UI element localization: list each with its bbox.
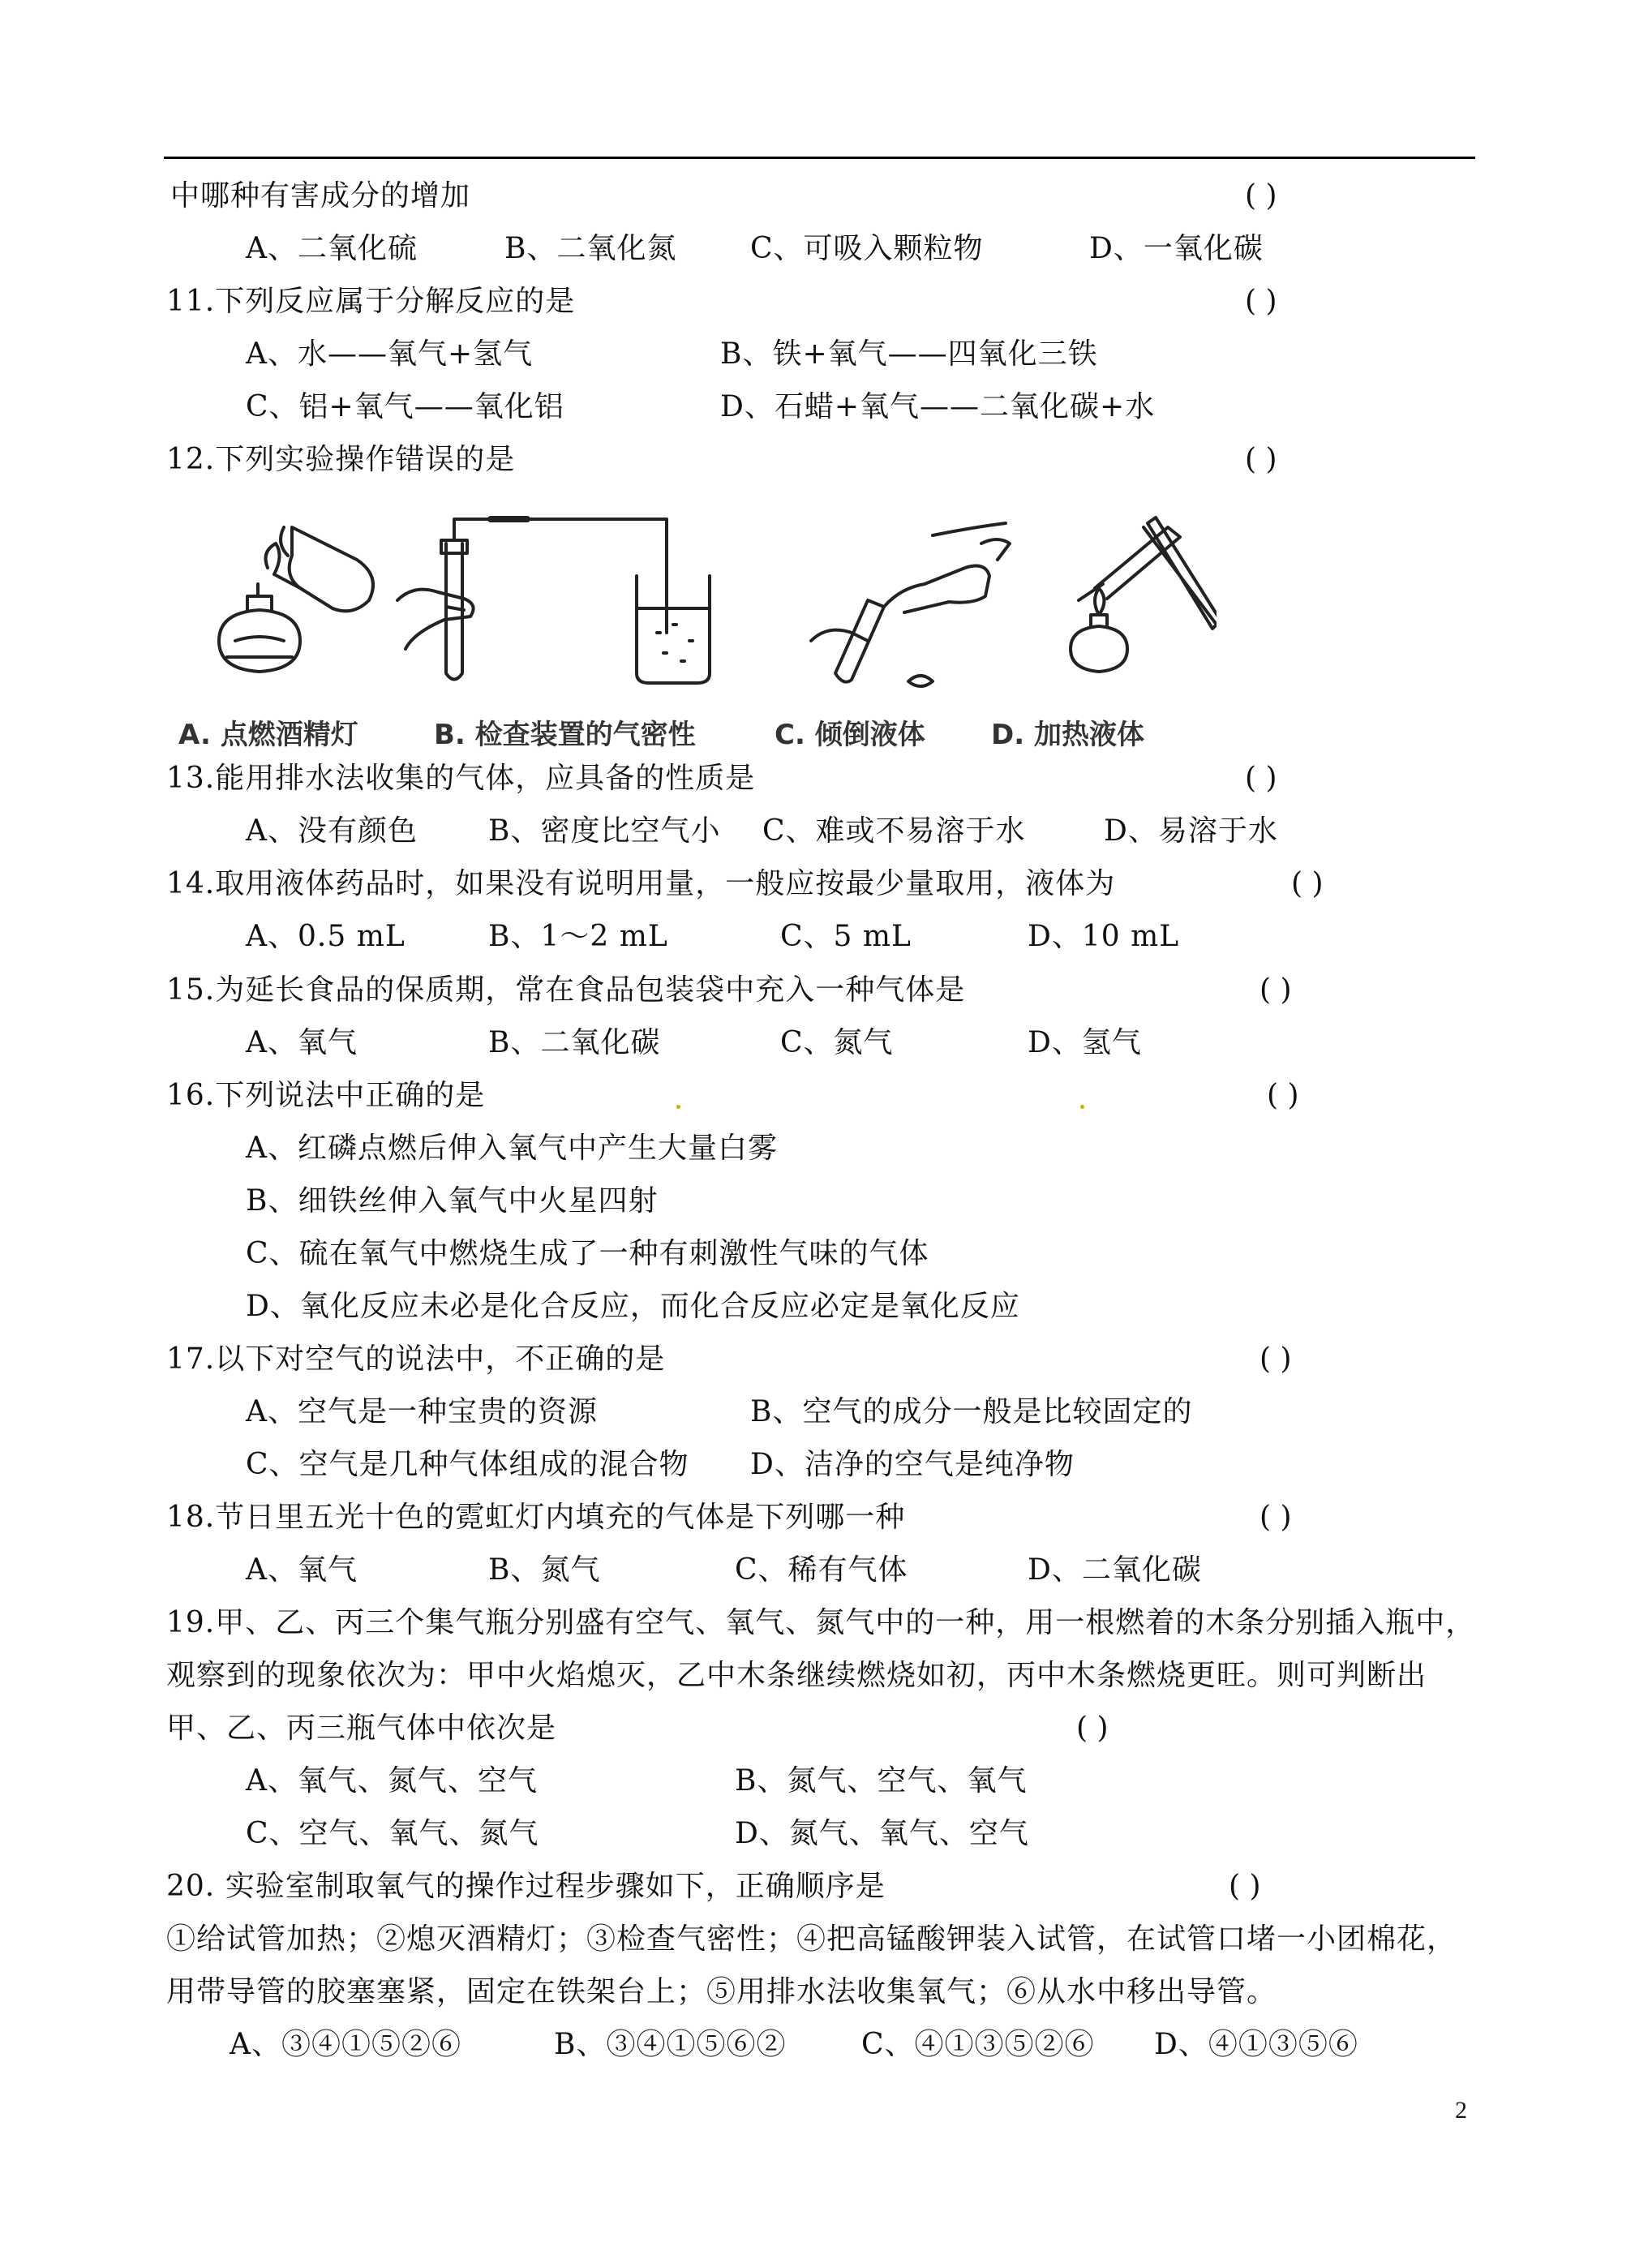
answer-blank-13[interactable]: ( ) [1245,762,1277,795]
q20-option-a: A、③④①⑤②⑥ [230,2028,461,2061]
stray-dot [676,1105,680,1109]
question-19-line-1: 19.甲、乙、丙三个集气瓶分别盛有空气、氧气、氮气中的一种，用一根燃着的木条分别插入瓶中， [166,1606,1476,1639]
q11-option-b: B、铁+氧气——四氧化三铁 [720,337,1098,371]
stray-dot [1080,1105,1084,1109]
question-16: 16.下列说法中正确的是 [166,1079,486,1112]
question-20-steps-line-1: ①给试管加热；②熄灭酒精灯；③检查气密性；④把高锰酸钾装入试管，在试管口堵一小团棉花， [166,1922,1457,1956]
page-number: 2 [1455,2097,1467,2124]
q16-option-b: B、细铁丝伸入氧气中火星四射 [246,1184,659,1218]
q16-option-a: A、红磷点燃后伸入氧气中产生大量白雾 [246,1132,778,1165]
q20-option-c: C、④①③⑤②⑥ [861,2028,1095,2061]
q17-option-a: A、空气是一种宝贵的资源 [246,1395,598,1428]
q19-option-b: B、氮气、空气、氧气 [735,1764,1028,1798]
q11-option-a: A、水——氧气+氢气 [246,337,534,371]
header-rule [164,157,1475,159]
q13-option-c: C、难或不易溶于水 [762,814,1026,848]
answer-blank-18[interactable]: ( ) [1260,1501,1292,1534]
q19-option-c: C、空气、氧气、氮气 [246,1817,539,1850]
q15-option-c: C、氮气 [780,1026,894,1059]
q20-option-d: D、④①③⑤⑥ [1154,2028,1358,2061]
q13-option-a: A、没有颜色 [246,814,418,848]
lab-operations-drawing [170,511,1217,698]
figure-caption-a: A. 点燃酒精灯 [178,719,358,751]
answer-blank-15[interactable]: ( ) [1260,973,1292,1007]
question-17: 17.以下对空气的说法中，不正确的是 [166,1342,666,1376]
q10-option-c: C、可吸入颗粒物 [750,232,984,265]
q10-option-b: B、二氧化氮 [504,232,677,265]
q19-option-a: A、氧气、氮气、空气 [246,1764,538,1798]
q13-option-b: B、密度比空气小 [488,814,721,848]
q18-option-d: D、二氧化碳 [1028,1553,1202,1587]
q10-option-a: A、二氧化硫 [246,232,418,265]
q18-option-a: A、氧气 [246,1553,358,1587]
q16-option-c: C、硫在氧气中燃烧生成了一种有刺激性气味的气体 [246,1237,929,1270]
question-10-tail: 中哪种有害成分的增加 [170,179,471,213]
q10-option-d: D、一氧化碳 [1089,232,1264,265]
figure-caption-d: D. 加热液体 [991,719,1144,751]
lab-operations-figure [170,511,1217,754]
figure-caption-c: C. 倾倒液体 [775,719,925,751]
answer-blank-10[interactable]: ( ) [1245,179,1277,213]
q17-option-c: C、空气是几种气体组成的混合物 [246,1448,689,1481]
q15-option-d: D、氢气 [1028,1026,1142,1059]
q13-option-d: D、易溶于水 [1104,814,1278,848]
question-18: 18.节日里五光十色的霓虹灯内填充的气体是下列哪一种 [166,1501,906,1534]
figure-caption-b: B. 检查装置的气密性 [434,719,696,751]
question-20: 20. 实验室制取氧气的操作过程步骤如下，正确顺序是 [166,1870,886,1903]
question-14: 14.取用液体药品时，如果没有说明用量，一般应按最少量取用，液体为 [166,867,1116,900]
q14-option-b: B、1～2 mL [488,920,668,953]
q11-option-d: D、石蜡+氧气——二氧化碳+水 [720,390,1156,423]
question-19-line-2: 观察到的现象依次为：甲中火焰熄灭，乙中木条继续燃烧如初，丙中木条燃烧更旺。则可判断出 [166,1659,1427,1692]
q11-option-c: C、铝+氧气——氧化铝 [246,390,564,423]
question-11: 11.下列反应属于分解反应的是 [166,285,576,318]
answer-blank-17[interactable]: ( ) [1260,1342,1292,1376]
q15-option-a: A、氧气 [246,1026,358,1059]
question-15: 15.为延长食品的保质期，常在食品包装袋中充入一种气体是 [166,973,966,1007]
answer-blank-14[interactable]: ( ) [1291,867,1324,900]
q15-option-b: B、二氧化碳 [488,1026,661,1059]
q20-option-b: B、③④①⑤⑥② [554,2028,787,2061]
question-13: 13.能用排水法收集的气体，应具备的性质是 [166,762,756,795]
q17-option-d: D、洁净的空气是纯净物 [750,1448,1075,1481]
question-12: 12.下列实验操作错误的是 [166,443,516,476]
airtightness-check-icon [397,519,710,683]
q16-option-d: D、氧化反应未必是化合反应，而化合反应必定是氧化反应 [246,1290,1020,1323]
q14-option-c: C、5 mL [780,920,912,953]
answer-blank-20[interactable]: ( ) [1229,1870,1261,1903]
q18-option-b: B、氮气 [488,1553,601,1587]
answer-blank-19[interactable]: ( ) [1076,1712,1109,1745]
q14-option-a: A、0.5 mL [246,920,406,953]
q18-option-c: C、稀有气体 [735,1553,908,1587]
pour-liquid-icon [811,523,1010,686]
q17-option-b: B、空气的成分一般是比较固定的 [750,1395,1193,1428]
q19-option-d: D、氮气、氧气、空气 [735,1817,1029,1850]
q14-option-d: D、10 mL [1028,920,1180,953]
answer-blank-12[interactable]: ( ) [1245,443,1277,476]
answer-blank-11[interactable]: ( ) [1245,285,1277,318]
question-20-steps-line-2: 用带导管的胶塞塞紧，固定在铁架台上；⑤用排水法收集氧气；⑥从水中移出导管。 [166,1975,1277,2008]
heat-liquid-icon [1071,518,1217,672]
alcohol-lamp-lighting-icon [219,527,373,672]
answer-blank-16[interactable]: ( ) [1267,1079,1299,1112]
question-19-line-3: 甲、乙、丙三瓶气体中依次是 [166,1712,557,1745]
